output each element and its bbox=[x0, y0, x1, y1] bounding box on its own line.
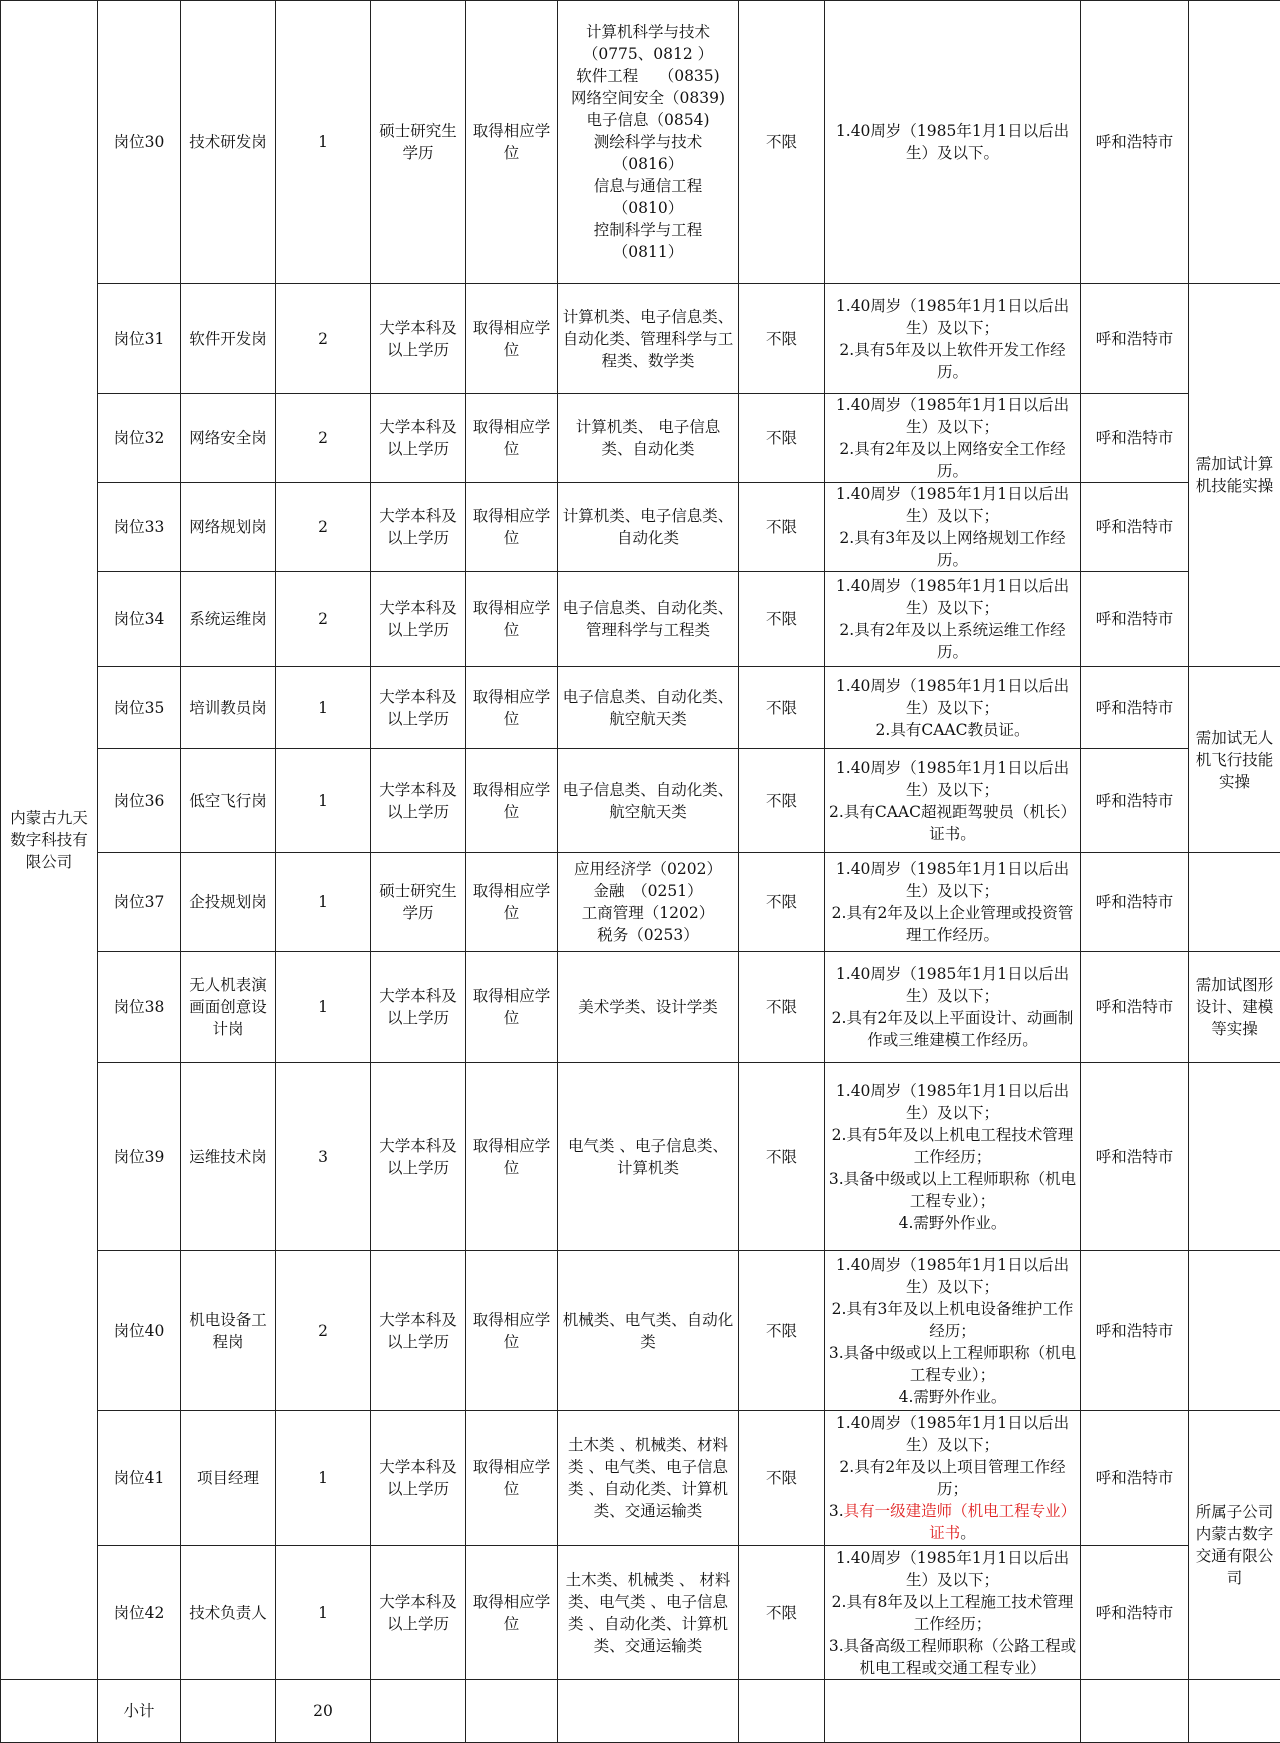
requirements bbox=[825, 284, 1081, 394]
empty-cell bbox=[558, 1680, 739, 1743]
req-line: 1.40周岁（1985年1月1日以后出生）及以下； bbox=[828, 675, 1077, 719]
politics: 不限 bbox=[739, 1411, 825, 1546]
post-id: 岗位37 bbox=[98, 853, 181, 952]
req-line: 2.具有CAAC超视距驾驶员（机长）证书。 bbox=[828, 801, 1077, 845]
degree: 取得相应学位 bbox=[466, 853, 558, 952]
req-line: 1.40周岁（1985年1月1日以后出生）及以下； bbox=[828, 575, 1077, 619]
table-row bbox=[1, 952, 1280, 1063]
post-id: 岗位40 bbox=[98, 1251, 181, 1411]
major-line: 控制科学与工程 bbox=[561, 219, 735, 241]
major: 计算机类、电子信息类、自动化类、管理科学与工程类、数学类 bbox=[558, 284, 739, 394]
req-line: 4.需野外作业。 bbox=[828, 1212, 1077, 1234]
location: 呼和浩特市 bbox=[1081, 853, 1189, 952]
major: 土木类 、机械类、材料类 、电气类、电子信息类 、自动化类、计算机类、交通运输类 bbox=[558, 1411, 739, 1546]
post-count: 2 bbox=[276, 284, 371, 394]
requirements bbox=[825, 572, 1081, 667]
note-design-test: 需加试图形设计、建模等实操 bbox=[1189, 952, 1280, 1063]
location: 呼和浩特市 bbox=[1081, 394, 1189, 483]
table-row bbox=[1, 394, 1280, 483]
req-line: 1.40周岁（1985年1月1日以后出生）及以下； bbox=[828, 295, 1077, 339]
major-line: 工商管理（1202） bbox=[561, 902, 735, 924]
post-name: 培训教员岗 bbox=[181, 667, 276, 749]
req-line: 1.40周岁（1985年1月1日以后出生）及以下； bbox=[828, 858, 1077, 902]
post-name: 网络规划岗 bbox=[181, 483, 276, 572]
post-count: 3 bbox=[276, 1063, 371, 1251]
req-line: 2.具有2年及以上企业管理或投资管理工作经历。 bbox=[828, 902, 1077, 946]
degree: 取得相应学位 bbox=[466, 952, 558, 1063]
req-line: 2.具有3年及以上网络规划工作经历。 bbox=[828, 527, 1077, 571]
table-row bbox=[1, 572, 1280, 667]
requirements bbox=[825, 1546, 1081, 1680]
req-line: 2.具有2年及以上系统运维工作经历。 bbox=[828, 619, 1077, 663]
note-cell bbox=[1189, 853, 1280, 952]
company-name: 内蒙古九天数字科技有限公司 bbox=[1, 1, 98, 1680]
requirements bbox=[825, 667, 1081, 749]
politics: 不限 bbox=[739, 1546, 825, 1680]
req-line: 2.具有8年及以上工程施工技术管理工作经历； bbox=[828, 1591, 1077, 1635]
post-count: 1 bbox=[276, 749, 371, 853]
education: 大学本科及以上学历 bbox=[371, 483, 466, 572]
post-id: 岗位38 bbox=[98, 952, 181, 1063]
subtotal-row bbox=[1, 1680, 1280, 1743]
politics: 不限 bbox=[739, 394, 825, 483]
note-computer-test: 需加试计算机技能实操 bbox=[1189, 284, 1280, 667]
post-id: 岗位33 bbox=[98, 483, 181, 572]
req-number: 3. bbox=[829, 1502, 844, 1520]
major bbox=[558, 1, 739, 284]
subtotal-count: 20 bbox=[276, 1680, 371, 1743]
post-id: 岗位34 bbox=[98, 572, 181, 667]
table-row bbox=[1, 1251, 1280, 1411]
table-row bbox=[1, 853, 1280, 952]
post-name: 运维技术岗 bbox=[181, 1063, 276, 1251]
req-line: 1.40周岁（1985年1月1日以后出生）及以下； bbox=[828, 1080, 1077, 1124]
req-line: 2.具有2年及以上网络安全工作经历。 bbox=[828, 438, 1077, 482]
post-count: 1 bbox=[276, 853, 371, 952]
requirements bbox=[825, 1251, 1081, 1411]
req-line: 1.40周岁（1985年1月1日以后出生）及以下； bbox=[828, 394, 1077, 438]
requirements bbox=[825, 853, 1081, 952]
req-line: 2.具有5年及以上软件开发工作经历。 bbox=[828, 339, 1077, 383]
post-name: 无人机表演画面创意设计岗 bbox=[181, 952, 276, 1063]
location: 呼和浩特市 bbox=[1081, 1411, 1189, 1546]
location: 呼和浩特市 bbox=[1081, 1, 1189, 284]
post-id: 岗位30 bbox=[98, 1, 181, 284]
table-row bbox=[1, 667, 1280, 749]
major-line: 税务（0253） bbox=[561, 924, 735, 946]
empty-cell bbox=[181, 1680, 276, 1743]
major-line: 软件工程 （0835) bbox=[561, 65, 735, 87]
major: 电子信息类、自动化类、管理科学与工程类 bbox=[558, 572, 739, 667]
major-line: 电子信息（0854) bbox=[561, 109, 735, 131]
req-line: 1.40周岁（1985年1月1日以后出生）及以下； bbox=[828, 1412, 1077, 1456]
requirements bbox=[825, 1, 1081, 284]
requirements bbox=[825, 1411, 1081, 1546]
post-id: 岗位42 bbox=[98, 1546, 181, 1680]
requirements bbox=[825, 952, 1081, 1063]
req-line: 2.具有CAAC教员证。 bbox=[828, 719, 1077, 741]
req-line: 1.40周岁（1985年1月1日以后出生）及以下； bbox=[828, 757, 1077, 801]
politics: 不限 bbox=[739, 749, 825, 853]
major: 电子信息类、自动化类、航空航天类 bbox=[558, 667, 739, 749]
degree: 取得相应学位 bbox=[466, 572, 558, 667]
requirements bbox=[825, 394, 1081, 483]
req-line: 3.具备中级或以上工程师职称（机电工程专业）； bbox=[828, 1168, 1077, 1212]
politics: 不限 bbox=[739, 1063, 825, 1251]
req-line: 2.具有2年及以上项目管理工作经历； bbox=[828, 1456, 1077, 1500]
major-line: （0816） bbox=[561, 153, 735, 175]
education: 大学本科及以上学历 bbox=[371, 952, 466, 1063]
post-count: 1 bbox=[276, 667, 371, 749]
subtotal-label: 小计 bbox=[98, 1680, 181, 1743]
note-cell bbox=[1189, 1251, 1280, 1411]
major: 土木类、机械类 、 材料类、电气类 、电子信息类 、自动化类、计算机类、交通运输类 bbox=[558, 1546, 739, 1680]
location: 呼和浩特市 bbox=[1081, 749, 1189, 853]
degree: 取得相应学位 bbox=[466, 667, 558, 749]
post-name: 系统运维岗 bbox=[181, 572, 276, 667]
major-line: 信息与通信工程 bbox=[561, 175, 735, 197]
education: 大学本科及以上学历 bbox=[371, 1063, 466, 1251]
major: 计算机类、电子信息类、自动化类 bbox=[558, 483, 739, 572]
location: 呼和浩特市 bbox=[1081, 1251, 1189, 1411]
politics: 不限 bbox=[739, 952, 825, 1063]
post-name: 技术负责人 bbox=[181, 1546, 276, 1680]
post-name: 网络安全岗 bbox=[181, 394, 276, 483]
post-id: 岗位41 bbox=[98, 1411, 181, 1546]
post-name: 软件开发岗 bbox=[181, 284, 276, 394]
post-id: 岗位35 bbox=[98, 667, 181, 749]
required-certificate: 具有一级建造师（机电工程专业）证书 bbox=[844, 1502, 1077, 1542]
location: 呼和浩特市 bbox=[1081, 1063, 1189, 1251]
major-line: 计算机科学与技术 bbox=[561, 21, 735, 43]
empty-cell bbox=[466, 1680, 558, 1743]
major-line: （0810） bbox=[561, 197, 735, 219]
empty-cell bbox=[825, 1680, 1081, 1743]
politics: 不限 bbox=[739, 483, 825, 572]
table-row bbox=[1, 1411, 1280, 1546]
degree: 取得相应学位 bbox=[466, 749, 558, 853]
requirements bbox=[825, 483, 1081, 572]
req-line: 1.40周岁（1985年1月1日以后出生）及以下。 bbox=[828, 120, 1077, 164]
education: 大学本科及以上学历 bbox=[371, 1546, 466, 1680]
post-count: 2 bbox=[276, 572, 371, 667]
req-line: 2.具有3年及以上机电设备维护工作经历； bbox=[828, 1298, 1077, 1342]
post-count: 2 bbox=[276, 1251, 371, 1411]
politics: 不限 bbox=[739, 572, 825, 667]
education: 硕士研究生学历 bbox=[371, 1, 466, 284]
major-line: （0811） bbox=[561, 241, 735, 263]
table-row bbox=[1, 1546, 1280, 1680]
note-drone-test: 需加试无人机飞行技能实操 bbox=[1189, 667, 1280, 853]
table-row bbox=[1, 749, 1280, 853]
req-end: 。 bbox=[960, 1524, 976, 1542]
politics: 不限 bbox=[739, 284, 825, 394]
location: 呼和浩特市 bbox=[1081, 1546, 1189, 1680]
note-cell bbox=[1189, 1063, 1280, 1251]
major-line: 金融 （0251） bbox=[561, 880, 735, 902]
post-name: 项目经理 bbox=[181, 1411, 276, 1546]
post-count: 1 bbox=[276, 952, 371, 1063]
req-line: 3.具备高级工程师职称（公路工程或机电工程或交通工程专业） bbox=[828, 1635, 1077, 1679]
location: 呼和浩特市 bbox=[1081, 284, 1189, 394]
post-count: 1 bbox=[276, 1, 371, 284]
location: 呼和浩特市 bbox=[1081, 483, 1189, 572]
education: 大学本科及以上学历 bbox=[371, 1411, 466, 1546]
table-row bbox=[1, 284, 1280, 394]
table-row bbox=[1, 1, 1280, 284]
post-id: 岗位39 bbox=[98, 1063, 181, 1251]
post-name: 机电设备工程岗 bbox=[181, 1251, 276, 1411]
education: 大学本科及以上学历 bbox=[371, 572, 466, 667]
post-name: 低空飞行岗 bbox=[181, 749, 276, 853]
major: 电子信息类、自动化类、航空航天类 bbox=[558, 749, 739, 853]
req-line: 3.具备中级或以上工程师职称（机电工程专业）； bbox=[828, 1342, 1077, 1386]
major bbox=[558, 853, 739, 952]
req-line: 1.40周岁（1985年1月1日以后出生）及以下； bbox=[828, 483, 1077, 527]
req-line: 1.40周岁（1985年1月1日以后出生）及以下； bbox=[828, 963, 1077, 1007]
req-line: 2.具有5年及以上机电工程技术管理工作经历； bbox=[828, 1124, 1077, 1168]
degree: 取得相应学位 bbox=[466, 284, 558, 394]
politics: 不限 bbox=[739, 1251, 825, 1411]
education: 硕士研究生学历 bbox=[371, 853, 466, 952]
post-name: 技术研发岗 bbox=[181, 1, 276, 284]
req-line: 4.需野外作业。 bbox=[828, 1386, 1077, 1408]
req-line bbox=[828, 1500, 1077, 1544]
location: 呼和浩特市 bbox=[1081, 572, 1189, 667]
degree: 取得相应学位 bbox=[466, 1251, 558, 1411]
req-line: 1.40周岁（1985年1月1日以后出生）及以下； bbox=[828, 1547, 1077, 1591]
post-count: 2 bbox=[276, 483, 371, 572]
degree: 取得相应学位 bbox=[466, 1, 558, 284]
major: 机械类、电气类、自动化类 bbox=[558, 1251, 739, 1411]
degree: 取得相应学位 bbox=[466, 1546, 558, 1680]
post-count: 2 bbox=[276, 394, 371, 483]
table-row bbox=[1, 483, 1280, 572]
education: 大学本科及以上学历 bbox=[371, 284, 466, 394]
politics: 不限 bbox=[739, 853, 825, 952]
education: 大学本科及以上学历 bbox=[371, 394, 466, 483]
degree: 取得相应学位 bbox=[466, 1063, 558, 1251]
education: 大学本科及以上学历 bbox=[371, 749, 466, 853]
degree: 取得相应学位 bbox=[466, 483, 558, 572]
post-count: 1 bbox=[276, 1546, 371, 1680]
major-line: 测绘科学与技术 bbox=[561, 131, 735, 153]
degree: 取得相应学位 bbox=[466, 1411, 558, 1546]
major-line: 网络空间安全（0839) bbox=[561, 87, 735, 109]
major: 计算机类、 电子信息类、自动化类 bbox=[558, 394, 739, 483]
politics: 不限 bbox=[739, 667, 825, 749]
empty-cell bbox=[1189, 1680, 1280, 1743]
requirements bbox=[825, 749, 1081, 853]
location: 呼和浩特市 bbox=[1081, 667, 1189, 749]
education: 大学本科及以上学历 bbox=[371, 667, 466, 749]
major-line: 应用经济学（0202） bbox=[561, 858, 735, 880]
politics: 不限 bbox=[739, 1, 825, 284]
req-line: 2.具有2年及以上平面设计、动画制作或三维建模工作经历。 bbox=[828, 1007, 1077, 1051]
post-id: 岗位36 bbox=[98, 749, 181, 853]
major: 电气类 、电子信息类、计算机类 bbox=[558, 1063, 739, 1251]
education: 大学本科及以上学历 bbox=[371, 1251, 466, 1411]
note-subsidiary: 所属子公司内蒙古数字交通有限公司 bbox=[1189, 1411, 1280, 1680]
major: 美术学类、设计学类 bbox=[558, 952, 739, 1063]
requirements bbox=[825, 1063, 1081, 1251]
empty-cell bbox=[1081, 1680, 1189, 1743]
post-id: 岗位32 bbox=[98, 394, 181, 483]
empty-cell bbox=[739, 1680, 825, 1743]
table-row bbox=[1, 1063, 1280, 1251]
post-id: 岗位31 bbox=[98, 284, 181, 394]
post-count: 1 bbox=[276, 1411, 371, 1546]
empty-cell bbox=[1, 1680, 98, 1743]
note-cell bbox=[1189, 1, 1280, 284]
degree: 取得相应学位 bbox=[466, 394, 558, 483]
major-line: （0775、0812 ） bbox=[561, 43, 735, 65]
empty-cell bbox=[371, 1680, 466, 1743]
req-line: 1.40周岁（1985年1月1日以后出生）及以下； bbox=[828, 1254, 1077, 1298]
location: 呼和浩特市 bbox=[1081, 952, 1189, 1063]
post-name: 企投规划岗 bbox=[181, 853, 276, 952]
